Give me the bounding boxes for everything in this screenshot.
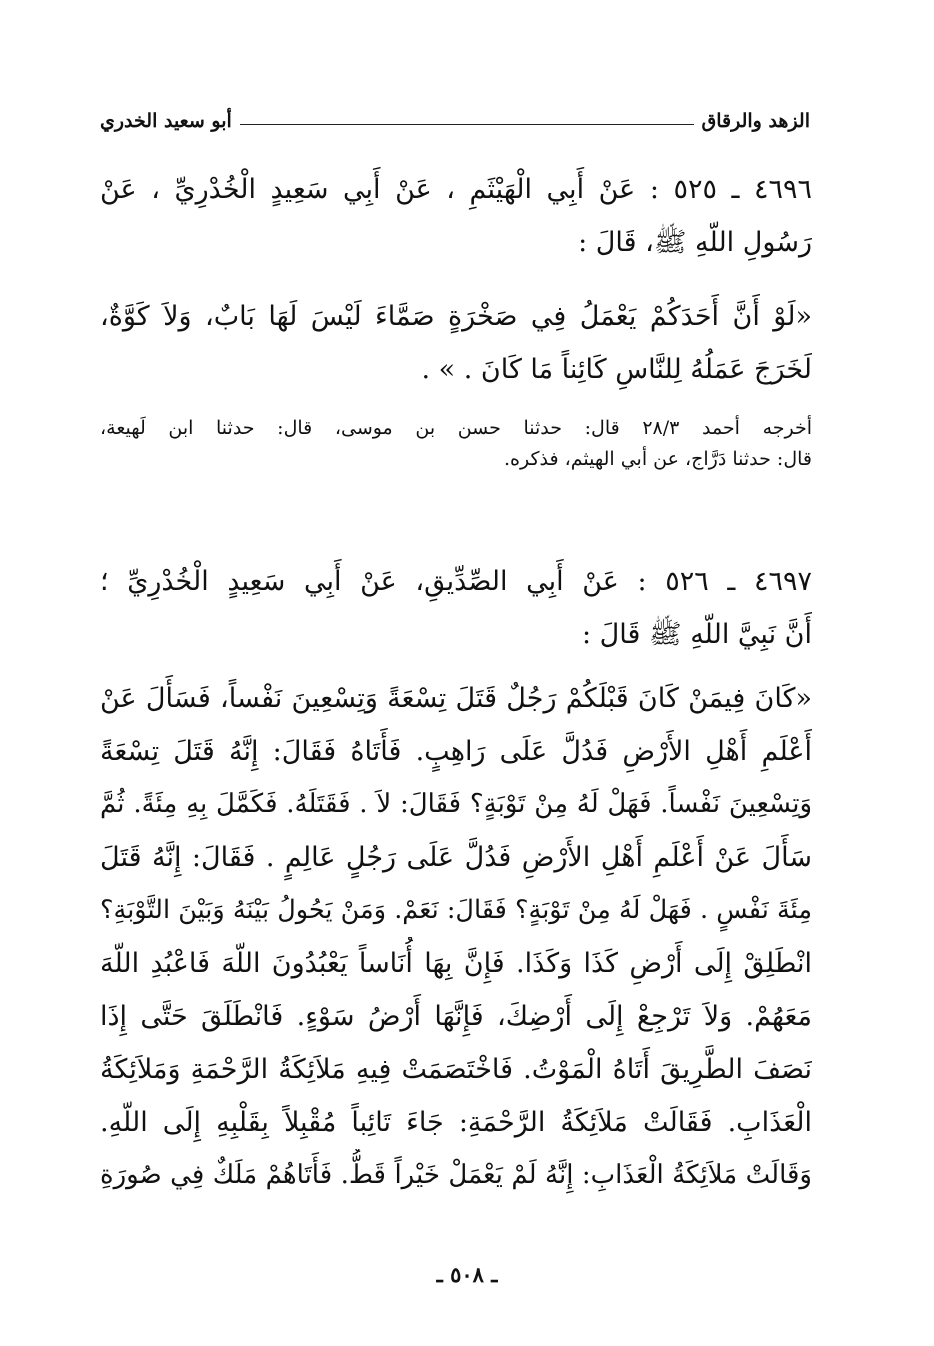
text-line: انْطَلِقْ إِلَى أَرْضِ كَذَا وَكَذَا. فَإِنَّ بِهَا أُنَاساً يَعْبُدُونَ اللّهَ فَاعْبُدِ اللّهَ bbox=[100, 948, 812, 979]
hadith-4696-takhrij bbox=[100, 413, 812, 475]
hadith-4697-text bbox=[100, 672, 812, 1202]
text-line: مِئَةَ نَفْسٍ . فَهَلْ لَهُ مِنْ تَوْبَةٍ؟ فَقَالَ: نَعَمْ. وَمَنْ يَحُولُ بَيْنَهُ وَبَيْنَ التَّوْبَةِ؟ bbox=[100, 895, 812, 925]
text-line: ٤٦٩٧ ـ ٥٢٦ : عَنْ أَبِي الصِّدِّيقِ، عَنْ أَبِي سَعِيدٍ الْخُدْرِيِّ ؛ bbox=[100, 566, 812, 597]
text-line: «لَوْ أَنَّ أَحَدَكُمْ يَعْمَلُ فِي صَخْرَةٍ صَمَّاءَ لَيْسَ لَهَا بَابٌ، وَلاَ كَوَّةٌ، bbox=[100, 301, 812, 332]
text-line: نَصَفَ الطَّرِيقَ أَتَاهُ الْمَوْتُ. فَاخْتَصَمَتْ فِيهِ مَلاَئِكَةُ الرَّحْمَةِ وَمَلاَئِكَةُ bbox=[100, 1054, 812, 1085]
hadith-4696-text bbox=[100, 290, 812, 396]
header-rule bbox=[240, 124, 694, 125]
hadith-4696-intro bbox=[100, 163, 812, 269]
page-number: ـ ٥٠٨ ـ bbox=[436, 1262, 498, 1287]
text-line: «كَانَ فِيمَنْ كَانَ قَبْلَكُمْ رَجُلٌ قَتَلَ تِسْعَةً وَتِسْعِينَ نَفْساً، فَسَأَلَ عَنْ bbox=[100, 683, 812, 714]
text-line: لَخَرَجَ عَمَلُهُ لِلنَّاسِ كَائِناً مَا كَانَ . » . bbox=[421, 354, 812, 385]
text-line: قال: حدثنا دَرَّاج، عن أبي الهيثم، فذكره. bbox=[503, 448, 812, 470]
text-line: رَسُولِ اللّهِ ﷺ، قَالَ : bbox=[578, 227, 812, 258]
text-line: الْعَذَابِ. فَقَالَتْ مَلاَئِكَةُ الرَّحْمَةِ: جَاءَ تَائِباً مُقْبِلاً بِقَلْبِهِ إِلَى اللّهِ. bbox=[100, 1107, 812, 1138]
text-line: سَأَلَ عَنْ أَعْلَمِ أَهْلِ الأَرْضِ فَدُلَّ عَلَى رَجُلٍ عَالِمٍ . فَقَالَ: إِنَّهُ قَتَلَ bbox=[100, 842, 812, 873]
hadith-4697-intro bbox=[100, 555, 812, 661]
text-line: ٤٦٩٦ ـ ٥٢٥ : عَنْ أَبِي الْهَيْثَمِ ، عَنْ أَبِي سَعِيدٍ الْخُدْرِيِّ ، عَنْ bbox=[100, 174, 812, 205]
text-line: مَعَهُمْ. وَلاَ تَرْجِعْ إِلَى أَرْضِكَ، فَإِنَّهَا أَرْضُ سَوْءٍ. فَانْطَلَقَ حَتَّى إِذَا bbox=[100, 1001, 812, 1032]
text-line: أخرجه أحمد ٢٨/٣ قال: حدثنا حسن بن موسى، قال: حدثنا ابن لَهيعة، bbox=[100, 417, 812, 439]
book-title: الزهد والرقاق bbox=[701, 110, 810, 132]
text-line: أَنَّ نَبِيَّ اللّهِ ﷺ قَالَ : bbox=[581, 619, 812, 650]
text-line: أَعْلَمِ أَهْلِ الأَرْضِ فَدُلَّ عَلَى رَاهِبٍ. فَأَتَاهُ فَقَالَ: إِنَّهُ قَتَلَ تِسْعَةً bbox=[100, 736, 812, 767]
text-line: وَقَالَتْ مَلاَئِكَةُ الْعَذَابِ: إِنَّهُ لَمْ يَعْمَلْ خَيْراً قَطُّ. فَأَتَاهُمْ مَلَكٌ فِي صُورَةِ bbox=[100, 1160, 812, 1190]
text-line: وَتِسْعِينَ نَفْساً. فَهَلْ لَهُ مِنْ تَوْبَةٍ؟ فَقَالَ: لاَ . فَقَتَلَهُ. فَكَمَّلَ بِهِ مِئَةً. ثُمَّ bbox=[100, 789, 812, 819]
chapter-author: أبو سعيد الخدري bbox=[100, 110, 232, 132]
running-header bbox=[100, 92, 810, 132]
